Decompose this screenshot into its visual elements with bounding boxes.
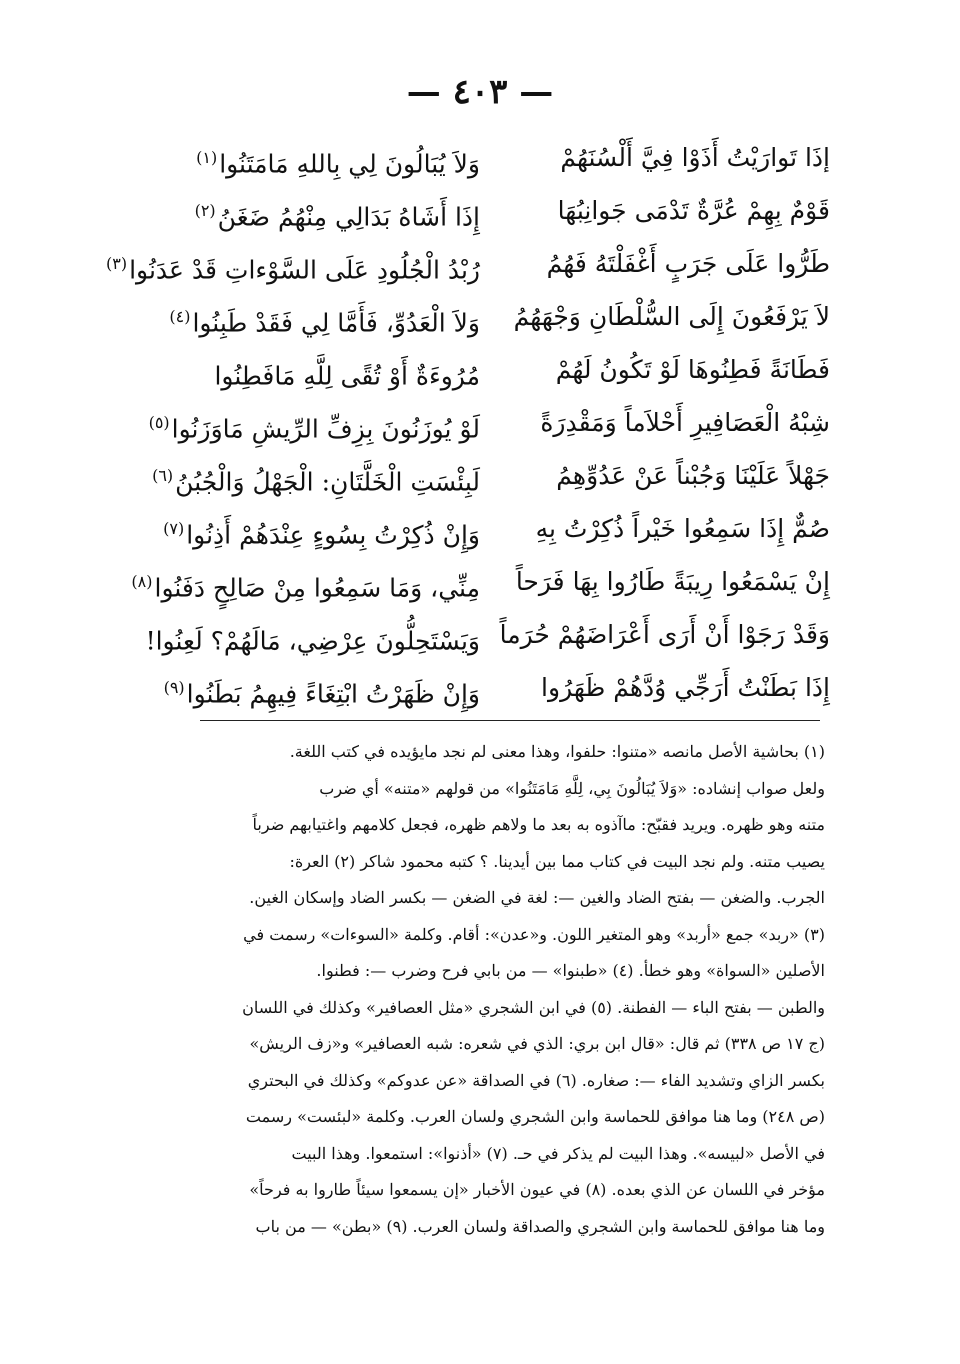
- footnote-line: (ص ٢٤٨) وما هنا موافق للحماسة وابن الشجري ولسان العرب. وكلمة «لبئست» رسمت: [245, 1107, 825, 1126]
- footnote-marker: (٥): [148, 413, 170, 432]
- verse-5: [150, 344, 830, 396]
- footnote-marker: (٢): [194, 201, 216, 220]
- verse-second-text: لَوْ يُوزَنُونَ بِزِفِّ الرِّيشِ مَاوَزَنُوا: [171, 414, 480, 444]
- verse-11: [150, 662, 830, 714]
- verse-first-hemistich: قَوْمٌ بِهِمْ عُرَّةٌ تَدْمَى جَوانِبُهَا: [557, 196, 830, 225]
- footnote-line: (ج ١٧ ص ٣٣٨) ثم قال: «قال ابن بري: الذي في شعره: شبه العصافير» و«زف الريش»: [249, 1034, 825, 1053]
- verse-second-text: وَإِنْ ذُكِرْتُ بِسُوءٍ عِنْدَهُمْ أَذِنُوا: [186, 520, 480, 550]
- verse-8: [150, 503, 830, 555]
- verse-first-hemistich: وَقَدْ رَجَوْا أَنْ أَرَى أَعْرَاضَهُمْ حُرَماً: [499, 620, 830, 649]
- verse-second-text: مُرُوءَةٌ أَوْ تُقًى لِلَّهِ مَافَطِنُوا: [214, 361, 480, 391]
- verse-second-text: مِنِّي، وَمَا سَمِعُوا مِنْ صَالِحٍ دَفَنُوا: [154, 573, 480, 603]
- footnote-line: الأصلين «السواة» وهو خطأ. (٤) «طبنوا» — من بابي فرح وضرب —: فطنوا.: [316, 961, 825, 980]
- verse-first-hemistich: إِذَا بَطَنْتُ أَرَجِّي وُدَّهُمْ ظَهَرُوا: [541, 673, 830, 702]
- verse-second-hemistich: [131, 556, 480, 608]
- footnote-line: وما هنا موافق للحماسة وابن الشجري والصداقة ولسان العرب. (٩) «بطن» — من باب: [255, 1216, 825, 1236]
- verse-second-hemistich: [150, 185, 480, 237]
- verse-first-hemistich: صُمٌّ إِذَا سَمِعُوا خَيْراً ذُكِرْتُ بِهِ: [535, 514, 830, 543]
- verse-1: [150, 132, 830, 184]
- verse-second-text: وَلاَ الْعَدُوِّ، فَأَمَّا لِي فَقَدْ طَبِنُوا: [192, 308, 480, 338]
- verse-10: [145, 609, 830, 661]
- page-number: — ٤٠٣ —: [406, 72, 554, 112]
- footnote-line: مؤخر في اللسان عن الذي بعده. (٨) في عيون الأخبار «إن يسمعوا سيئاً طاروا به فرحاً»: [249, 1180, 825, 1199]
- footnote-marker: (١): [196, 148, 218, 167]
- verse-second-hemistich: [150, 291, 480, 343]
- footnote-marker: (٨): [131, 572, 153, 591]
- verse-second-hemistich: [150, 344, 480, 396]
- footnote-line: ولعل صواب إنشاده: «وَلاَ يُبَالُونَ بِي، لِلَّهِ مَامَتَنُوا» من قولهم «متنه» أي ضرب: [319, 778, 825, 798]
- footnote-line: بكسر الزاي وتشديد الفاء —: صغاره. (٦) في الصداقة «عن عدوكم» وكذلك في البحتري: [247, 1070, 825, 1090]
- verse-second-hemistich: [145, 609, 480, 661]
- verse-9: [131, 556, 830, 608]
- verse-first-hemistich: شِبْهُ الْعَصَافِيرِ أَحْلاَماً وَمَقْدِرَةً: [540, 408, 830, 437]
- verse-second-hemistich: [150, 662, 480, 714]
- footnote-line: (٣) «ربد» جمع «أربد» وهو المتغير اللون. و«عدن»: أقام. وكلمة «السوءات» رسمت في: [243, 924, 825, 944]
- verse-first-hemistich: إِنْ يَسْمَعُوا رِيبَةً طَارُوا بِهَا فَرَحاً: [515, 567, 830, 596]
- footnote-line: متنه وهو ظهره. ويريد فقبّح: ماآذوه به بعد ما ولاهم ظهره، فجعل كلامهم واغتيابهم ضرباً: [252, 815, 825, 834]
- footnotes: [185, 734, 825, 1236]
- verse-2: [150, 185, 830, 237]
- footnote-line: يصيب متنه. ولم نجد البيت في كتاب مما بين أيدينا. ؟ كتبه محمود شاكر (٢) العرة:: [289, 851, 825, 871]
- footnote-marker: (٧): [163, 519, 185, 538]
- verse-first-hemistich: جَهْلاً عَلَيْنَا وَجُبْناً عَنْ عَدُوِّهِمُ: [556, 461, 830, 490]
- verse-second-text: وَيَسْتَحِلُّونَ عِرْضِي، مَالَهُمْ؟ لَعِنُوا!: [145, 626, 480, 656]
- verse-first-hemistich: طَرُّوا عَلَى جَرَبٍ أَغْفَلْتَهُ فَهُمُ: [546, 249, 830, 278]
- verse-second-hemistich: [150, 397, 480, 449]
- verse-7: [150, 450, 830, 502]
- footnote-line: الجرب. والضغن — بفتح الضاد والغين —: لغة في الضغن — بكسر الضاد وإسكان الغين.: [249, 888, 825, 907]
- verse-second-hemistich: [150, 503, 480, 555]
- footnote-marker: (٣): [106, 254, 128, 273]
- verse-second-text: لَبِئْسَتِ الْخَلَّتَانِ: الْجَهْلُ وَالْجُبُنُ: [175, 467, 480, 497]
- verse-first-hemistich: إذَا تَوارَيْتُ أَذَوْا فِيَّ أَلْسُنَهُمْ: [560, 143, 830, 172]
- footnote-line: في الأصل «لبيسه». وهذا البيت لم يذكر في حـ. (٧) «أذنوا»: استمعوا. وهذا البيت: [291, 1143, 825, 1163]
- footnote-line: والطبن — بفتح الباء — الفطنة. (٥) في ابن الشجري «مثل العصافير» وكذلك في اللسان: [242, 997, 825, 1017]
- verse-first-hemistich: لاَ يَرْفَعُونَ إِلَى السُّلْطَانِ وَجْهَهُمُ: [513, 302, 830, 331]
- poem: [106, 132, 830, 712]
- verse-second-text: رُبْدُ الْجُلُودِ عَلَى السَّوْءاتِ قَدْ عَدَنُوا: [129, 255, 480, 285]
- verse-3: [106, 238, 830, 290]
- verse-first-hemistich: فَطَانَةً فَطِنُوهَا لَوْ تَكُونُ لَهُمْ: [555, 355, 830, 384]
- verse-second-hemistich: [106, 238, 480, 290]
- verse-second-hemistich: [150, 132, 480, 184]
- verse-second-text: إِذَا أَشَاهُ بَدَالِي مِنْهُمُ ضَغَنُ: [217, 202, 480, 232]
- footnote-marker: (٩): [163, 678, 185, 697]
- verse-second-text: وَلاَ يُبَالُونَ لِي بِاللهِ مَامَتَنُوا: [219, 149, 480, 179]
- verse-second-hemistich: [150, 450, 480, 502]
- footnote-line: (١) بحاشية الأصل مانصه «متنوا: حلفوا، وهذا معنى لم نجد مايؤيده في كتب اللغة.: [289, 742, 825, 761]
- footnote-divider: [200, 720, 820, 721]
- verse-4: [150, 291, 830, 343]
- footnote-marker: (٤): [169, 307, 191, 326]
- verse-second-text: وَإِنْ ظَهَرْتُ ابْتِغَاءً فِيهِمُ بَطَنُوا: [186, 679, 480, 709]
- footnote-marker: (٦): [152, 466, 174, 485]
- verse-6: [150, 397, 830, 449]
